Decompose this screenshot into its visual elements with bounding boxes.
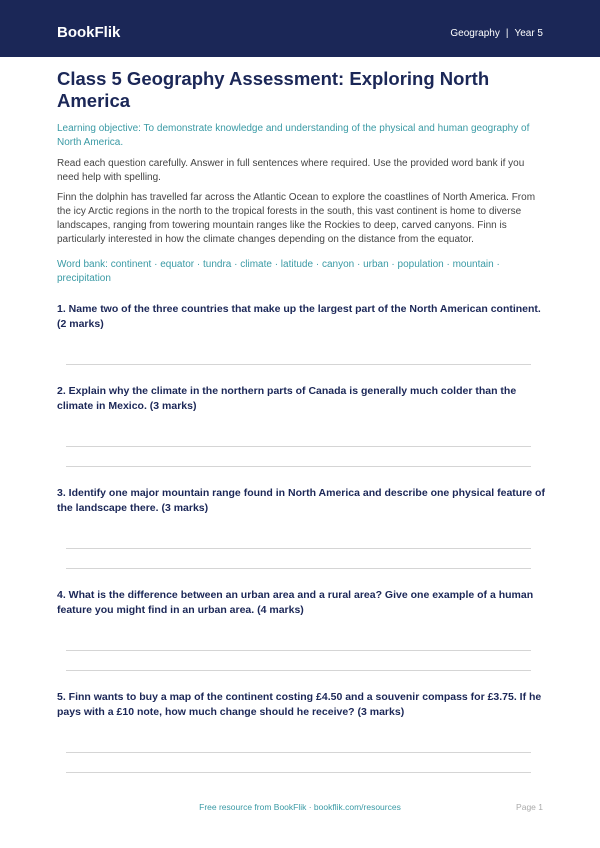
word-bank: Word bank: continent · equator · tundra · climate · latitude · canyon · urban · population · mountain · precipitation	[57, 259, 500, 284]
subject-label: Geography	[450, 28, 500, 39]
page-header	[0, 0, 600, 57]
question-2: 2. Explain why the climate in the northern parts of Canada is generally much colder than the climate in Mexico. (3 marks)	[57, 385, 517, 412]
answer-line[interactable]	[66, 548, 531, 549]
footer-text: Free resource from BookFlik · bookflik.com/resources	[199, 802, 401, 812]
story-paragraph: Finn the dolphin has travelled far across the Atlantic Ocean to explore the coastlines of North America. From the icy Arctic regions in the north to the tropical forests in the south, this vast continent is home to diverse landscapes, ranging from towering mountain ranges like the Rockies to deep, carved canyons. Finn is particularly interested in how the climate changes depending on the distance from the equator.	[57, 192, 536, 245]
question-3: 3. Identify one major mountain range found in North America and describe one physical feature of the landscape there. (3 marks)	[57, 487, 545, 514]
page-title: Class 5 Geography Assessment: Exploring North America	[57, 68, 490, 111]
brand-logo: BookFlik	[57, 24, 121, 41]
question-4: 4. What is the difference between an urban area and a rural area? Give one example of a human feature you might find in an urban area. (4 marks)	[57, 589, 534, 616]
instructions: Read each question carefully. Answer in full sentences where required. Use the provided word bank if you need help with spelling.	[57, 158, 525, 183]
question-1: 1. Name two of the three countries that make up the largest part of the North American continent. (2 marks)	[57, 303, 541, 330]
answer-line[interactable]	[66, 446, 531, 447]
answer-line[interactable]	[66, 650, 531, 651]
answer-line[interactable]	[66, 568, 531, 569]
answer-line[interactable]	[66, 752, 531, 753]
year-label: Year 5	[514, 28, 543, 39]
answer-line[interactable]	[66, 466, 531, 467]
question-5: 5. Finn wants to buy a map of the continent costing £4.50 and a souvenir compass for £3.75. If he pays with a £10 note, how much change should he receive? (3 marks)	[57, 691, 542, 718]
header-separator: |	[505, 28, 509, 39]
header-meta	[450, 28, 543, 39]
answer-line[interactable]	[66, 772, 531, 773]
answer-line[interactable]	[66, 364, 531, 365]
answer-line[interactable]	[66, 670, 531, 671]
learning-objective: Learning objective: To demonstrate knowledge and understanding of the physical and human geography of North America.	[57, 123, 530, 148]
page-number: Page 1	[516, 802, 543, 812]
